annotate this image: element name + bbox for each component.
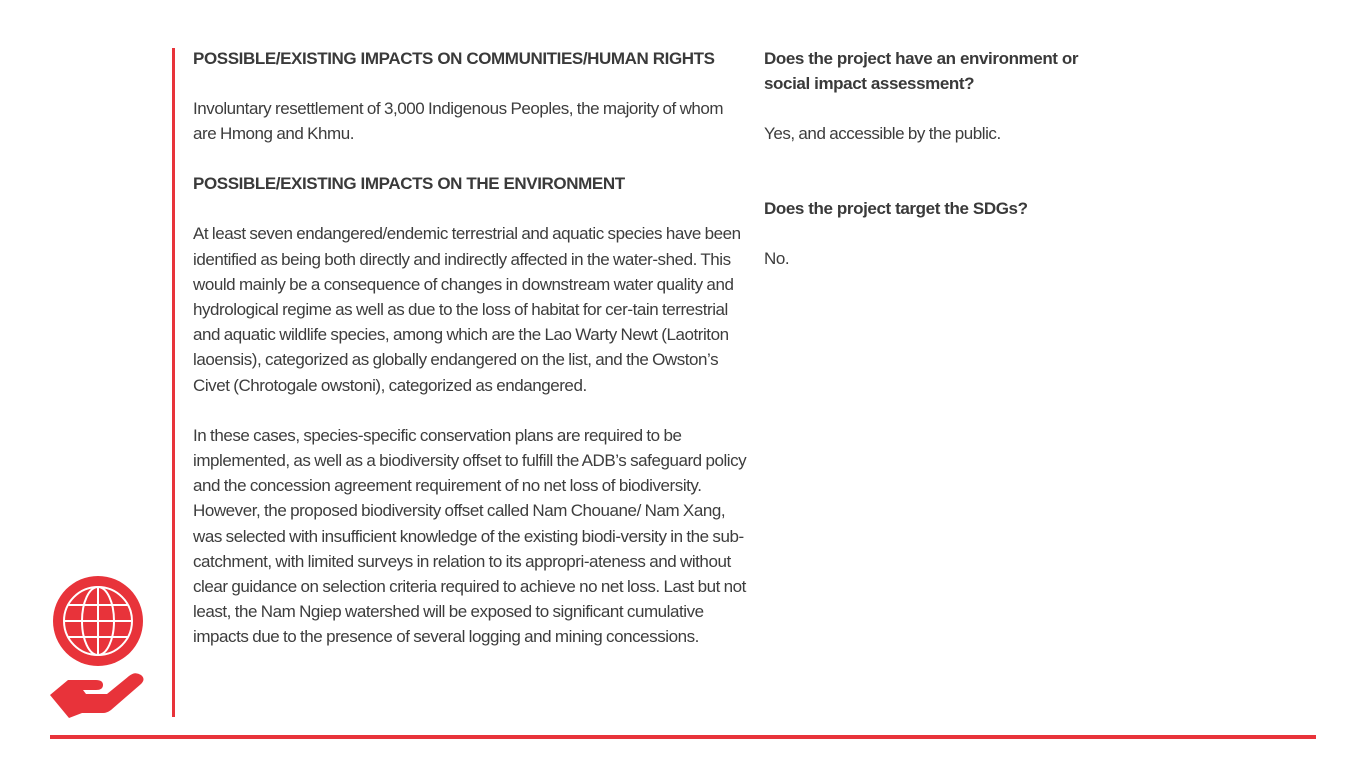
sdgs-question: Does the project target the SDGs? bbox=[764, 199, 1028, 219]
communities-heading: POSSIBLE/EXISTING IMPACTS ON COMMUNITIES/HUMAN RIGHTS bbox=[193, 49, 715, 68]
sdgs-answer: No. bbox=[764, 249, 790, 269]
environment-text-2: In these cases, species-specific conservation plans are required to be implemented, as well as a biodiversity offset to fulfill the ADB’s safeguard policy and the concession agreement requirement of no net loss of biodiversity. However, the proposed biodiversity offset called Nam Chouane/ Nam Xang, was selected with insufficient knowledge of the existing biodi-versity in the sub-catchment, with limited surveys in relation to its appropri-ateness and without clear guidance on selection criteria required to achieve no net loss. Last but not least, the Nam Ngiep watershed will be exposed to significant cumulative impacts due to the presence of several logging and mining concessions. bbox=[193, 425, 747, 647]
environment-text-1: At least seven endangered/endemic terrestrial and aquatic species have been identified as being both directly and indirectly affected in the water-shed. This would mainly be a consequence of changes in downstream water quality and hydrological regime as well as due to the loss of habitat for cer-tain terrestrial and aquatic wildlife species, among which are the Lao Warty Newt (Laotriton laoensis), categorized as globally endangered on the list, and the Owston’s Civet (Chrotogale owstoni), categorized as endangered. bbox=[193, 224, 741, 395]
environment-heading: POSSIBLE/EXISTING IMPACTS ON THE ENVIRONMENT bbox=[193, 174, 625, 194]
assessment-question: Does the project have an environment or social impact assessment? bbox=[764, 49, 1079, 93]
globe-in-hand-icon bbox=[49, 574, 149, 719]
assessment-column bbox=[764, 46, 1094, 271]
impacts-column bbox=[193, 46, 748, 650]
bottom-divider bbox=[50, 735, 1316, 739]
communities-text: Involuntary resettlement of 3,000 Indigenous Peoples, the majority of whom are Hmong and Khmu. bbox=[193, 99, 724, 144]
assessment-answer: Yes, and accessible by the public. bbox=[764, 124, 1001, 143]
vertical-divider bbox=[172, 48, 175, 717]
